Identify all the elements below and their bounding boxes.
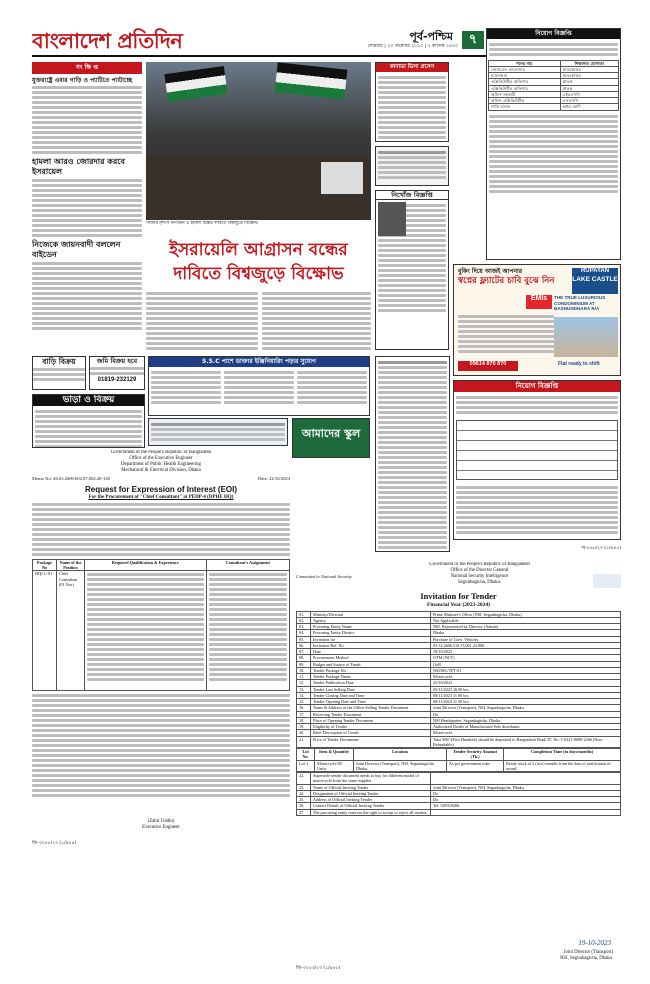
job-row-post: ম্যানেজার — [489, 73, 561, 79]
tender-title: Invitation for Tender — [420, 591, 497, 601]
lot-col-header: Location — [353, 749, 446, 761]
brief-news-title-1: যুক্তরাষ্ট্রে এবার গাড়ি ও প্যাটিতে প্যাটাচ্ছে — [32, 76, 133, 84]
lot-cell: Joint Director (Transport), NSI, Segunbagicha, Dhaka. — [353, 760, 446, 772]
tender-row — [297, 809, 621, 815]
tender-row-no: 23. — [297, 784, 311, 790]
eoi-gov: Government of the People's Republic of Bangladesh — [110, 450, 212, 455]
tender-row-label: Contact Details of Official Inviting Tender — [311, 803, 431, 809]
job-row-qual: অষ্টম শ্রেণি — [560, 104, 618, 110]
eoi-qualification-cell — [85, 571, 207, 691]
job-row-post: অফিস এক্সিকিউটিভ — [489, 98, 561, 104]
tender-row-value: Joint Director (Transport), NSI, Segunbagicha, Dhaka. — [431, 705, 621, 711]
tender-table-2 — [296, 772, 621, 816]
tender-row-value: Dhaka — [431, 630, 621, 636]
eoi-signatory: (Zahir Uddin) — [147, 819, 175, 825]
rent-classified-title: ভাড়া ও বিক্রয় — [33, 395, 144, 406]
tender-row-no: 02. — [297, 617, 311, 623]
tender-row-value: NSI Headquarter, Segunbagicha, Dhaka. — [431, 717, 621, 723]
rupayan-project: LAKE CASTLE — [572, 275, 618, 283]
eoi-date: Date: 22/10/2023 — [257, 475, 290, 481]
eoi-table — [32, 559, 290, 692]
tender-row-value — [431, 773, 621, 785]
job-notice-1 — [486, 28, 621, 260]
tender-row-value: Taka 500/-(Five Hundred) should be deposited to Bangladesh Bank TC No. 1-0221-0000-2366 (Non-Refundable) — [431, 736, 621, 748]
tender-gov: Government of the People's Republic of Bangladesh — [429, 562, 530, 567]
tender-notice — [296, 562, 621, 974]
palestine-flag-2 — [275, 62, 348, 99]
ssc-ad-2 — [148, 418, 288, 446]
tender-sign-office: NSI, Segunbagicha, Dhaka. — [559, 956, 613, 962]
tender-row-no: 22. — [297, 773, 311, 785]
tender-row-value: 08/11/2023 11.00 hrs. — [431, 692, 621, 698]
eoi-ref: জি-৩০৫৮/২৩ (১/৯৪৪) — [32, 841, 77, 847]
lot-cell: Ready stock of 2 (two) months from the date of notification of award. — [504, 760, 621, 772]
tender-row-label: Agency — [311, 617, 431, 623]
missing-notice — [375, 190, 449, 350]
tender-row-label: Date — [311, 649, 431, 655]
tender-row-label: Address of Official Inviting Tender — [311, 797, 431, 803]
tender-row-no: 20. — [297, 730, 311, 736]
tender-row-no: 21. — [297, 736, 311, 748]
tender-row-no: 19. — [297, 724, 311, 730]
palestine-flag-1 — [164, 66, 227, 102]
land-sale-title: জমি বিক্রয় হবে — [96, 357, 138, 365]
tender-row-value: Joint Director (Transport), NSI, Segunbagicha, Dhaka. — [431, 784, 621, 790]
tender-office: Office of the Director General — [450, 567, 509, 573]
tender-row-label: Name of Official Inviting Tender — [311, 784, 431, 790]
tender-row-label: The procuring entity reserves the right to accept or reject all tenders. — [311, 809, 431, 815]
rupayan-features — [458, 313, 554, 359]
lot-col-header: Completion Time (in days/months) — [504, 749, 621, 761]
col-qual: শিক্ষাগত যোগ্যতা — [560, 60, 618, 66]
tender-lot-table — [296, 748, 621, 772]
tender-row-no: 14. — [297, 692, 311, 698]
tender-row-no: 09. — [297, 661, 311, 667]
land-sale-ad — [89, 356, 145, 390]
eoi-assignment-cell — [206, 571, 290, 691]
eoi-subtitle: For the Procurement of "Chief Consultant" at PEDP-4 (DPHE HQ) — [88, 494, 234, 500]
job-notice-2-title: নিয়োগ বিজ্ঞপ্তি — [454, 381, 620, 392]
tender-row-no: 06. — [297, 642, 311, 648]
tender-row-no: 04. — [297, 630, 311, 636]
missing-person-photo — [378, 202, 406, 236]
tender-row-label: Procurement Method — [311, 655, 431, 661]
tender-row-no: 17. — [297, 711, 311, 717]
eoi-title: Request for Expression of Interest (EOI) — [84, 484, 238, 494]
tender-row-label: Receiving Tender Document — [311, 711, 431, 717]
article-col-2 — [262, 290, 371, 352]
protest-photo — [146, 62, 371, 220]
small-notice-column — [375, 356, 450, 552]
eoi-office: Office of the Executive Engineer — [129, 455, 193, 461]
job-row-qual: স্নাতক — [560, 85, 618, 91]
eoi-col-assignment: Consultant's Assignment — [206, 559, 290, 571]
school-ad — [292, 418, 370, 458]
tender-row-no: 03. — [297, 624, 311, 630]
article-col-1 — [146, 290, 258, 352]
eoi-col-package: Package No — [33, 559, 57, 571]
eoi-col-position: Name of the Position — [57, 559, 85, 571]
tender-row-label: Tender Package No. — [311, 667, 431, 673]
tender-row — [297, 773, 621, 785]
tender-row-no: 15. — [297, 699, 311, 705]
tender-row-value: NSI/MC/TPT-01 — [431, 667, 621, 673]
tender-row-no: 27. — [297, 809, 311, 815]
tender-row-label: Brief Description of Goods — [311, 730, 431, 736]
tender-row-label: Procuring Entity Name — [311, 624, 431, 630]
job-row-post: জেনারেল ম্যানেজার — [489, 66, 561, 72]
rupayan-brand: RUPAYAN — [580, 268, 610, 274]
headline-line-2: দাবিতে বিশ্বজুড়ে বিক্ষোভ — [173, 264, 344, 284]
tender-row-value — [431, 809, 621, 815]
eoi-division: Mechanical & Electrical Division, Dhaka — [121, 467, 201, 473]
tender-row-label: Eligibility of Tender — [311, 724, 431, 730]
tender-row-no: 05. — [297, 636, 311, 642]
tender-row-no: 12. — [297, 680, 311, 686]
brief-news-title-3: নিজেকে জায়নবাদী বললেন বাইডেন — [32, 240, 121, 259]
col-post: পদের নাম — [489, 60, 561, 66]
section-name: পূর্ব-পশ্চিম — [409, 30, 453, 43]
rupayan-phone: 09614 870 870 — [458, 361, 518, 371]
land-sale-phone: 01819-232129 — [97, 377, 137, 384]
tender-city: Segunbagicha, Dhaka. — [457, 579, 501, 585]
visa-ad-title: কানাডা ভিসা প্রসেস — [376, 63, 448, 72]
tender-row-value: 23/10/2023 — [431, 680, 621, 686]
job-row-qual: এসএসসি — [560, 98, 618, 104]
tender-row-label: Budget and Source of Funds — [311, 661, 431, 667]
tender-fy: Financial Year (2023-2024) — [427, 601, 490, 608]
tender-row-label: Procuring Entity District — [311, 630, 431, 636]
tender-row-value: OTM (NCT) — [431, 655, 621, 661]
tender-row-no: 16. — [297, 705, 311, 711]
photo-caption: গাজায় নৃশংস নিপীড়ন ও হামলা বন্ধের দাবিতে বিশ্বজুড়ে বিক্ষোভ — [146, 221, 258, 226]
tender-row-label: Ministry/Division — [311, 611, 431, 617]
rupayan-building-image — [554, 317, 618, 357]
tender-row-no: 07. — [297, 649, 311, 655]
job-notice-2 — [453, 380, 621, 540]
lot-col-header: Tender Security Amount (Tk.) — [446, 749, 503, 761]
tender-row-value: Prime Minister's Office (NSI, Segunbagicha, Dhaka). — [431, 611, 621, 617]
ssc-admission-title: S.S.C পাশে ডাক্তার ইঞ্জিনিয়ারিং পড়ার সুযোগ — [149, 357, 369, 367]
tender-row-label: Name & Address of the Office Selling Tender Document — [311, 705, 431, 711]
tender-row-no: 18. — [297, 717, 311, 723]
tender-row-label: Supersede tender document needs to buy for different model of motorcycle from the same supplier. — [311, 773, 431, 785]
rupayan-main-line: স্বপ্নের ফ্ল্যাটের চাবি বুঝে নিন — [458, 276, 555, 286]
date-line: সোমবার | ২৩ অক্টোবর ২০২৩ | ৭ কার্তিক ১৪৩০ — [367, 44, 458, 49]
tender-row-value: GoB — [431, 661, 621, 667]
lot-col-header: Lot No. — [297, 749, 315, 761]
tender-row-value: Authorized Dealer of Manufacturer/Sole distributor. — [431, 724, 621, 730]
lot-cell: Lot-1 — [297, 760, 315, 772]
eoi-memo: Memo No: 46.03.2600.002.07.002.20-138 — [32, 475, 110, 481]
rupayan-logo — [572, 268, 618, 294]
tender-ref: জি-৩০৫৩/২৩ (১/৯৪৮) — [296, 966, 341, 972]
tender-sign-date: 19-10-2023 — [578, 939, 611, 948]
eoi-package: HQCC-01 — [33, 571, 57, 691]
header-rule — [32, 55, 487, 57]
tender-row-label: Place of Opening Tender Document — [311, 717, 431, 723]
tender-row-no: 26. — [297, 803, 311, 809]
tender-row-label: Tender Last Selling Date — [311, 686, 431, 692]
eoi-notice — [32, 450, 290, 974]
tender-sign-title: Joint Director (Transport) — [563, 950, 613, 956]
tender-row-value: 03.12.2666.510.33.001.23.886 — [431, 642, 621, 648]
job-table — [488, 60, 619, 111]
job-row-post: এক্সিকিউটিভ অফিসার — [489, 85, 561, 91]
job-row-qual: স্নাতক — [560, 79, 618, 85]
tender-row-no: 24. — [297, 790, 311, 796]
rupayan-subtitle: THE TRUE LUXURIOUS CONDOMINIUM AT BASHUNDHARA R/A — [554, 295, 606, 312]
tender-row-value: Motorcycle — [431, 730, 621, 736]
tender-row-value: Do — [431, 711, 621, 717]
house-sale-title: বাড়ি বিক্রয় — [42, 357, 76, 366]
rupayan-ad — [453, 264, 621, 376]
tender-emblem — [593, 574, 621, 588]
job-notice-title: নিয়োগ বিজ্ঞপ্তি — [487, 29, 620, 39]
lot-col-header: Item & Quantity — [315, 749, 354, 761]
tender-row-value: Tel: 029319268 — [431, 803, 621, 809]
eoi-col-qualification: Required Qualification & Experience — [85, 559, 207, 571]
visa-ad — [375, 62, 449, 142]
tender-motto: Committed to National Security — [296, 574, 352, 579]
tender-row-label: Invitation Ref. No. — [311, 642, 431, 648]
tender-row-no: 25. — [297, 797, 311, 803]
tender-row-label: Tender Publication Date — [311, 680, 431, 686]
tender-row-value: 05/11/2023 16.00 hrs. — [431, 686, 621, 692]
rupayan-top-line: বুকিং দিয়ে আজই আপনার — [458, 268, 523, 275]
job-row-post: অফিস সহকারী — [489, 91, 561, 97]
visa-ad-2 — [375, 146, 449, 186]
tender-row-no: 11. — [297, 674, 311, 680]
eoi-sign-title: Executive Engineer — [142, 825, 180, 831]
tender-table — [296, 611, 621, 749]
lot-cell: As per government rules — [446, 760, 503, 772]
eoi-dept: Department of Public Health Engineering — [121, 461, 201, 467]
tender-agency: National Security Intelligence — [450, 573, 509, 579]
tender-row — [297, 736, 621, 748]
missing-notice-title: নিখোঁজ বিজ্ঞপ্তি — [376, 191, 448, 200]
tender-row-value: NSI, Represented by Director (Admin) — [431, 624, 621, 630]
brief-news-column — [32, 62, 142, 352]
brief-news-tag: সং ক্ষি প্ত — [32, 62, 142, 74]
tender-row-label: Tender Closing Date and Time — [311, 692, 431, 698]
rent-classified — [32, 394, 145, 448]
ssc-admission-ad — [148, 356, 370, 416]
brief-news-title-2: হামলা আরও জোরদার করবে ইসরায়েল — [32, 157, 125, 176]
ad-ref-code: বি-৮৬৮/২৩ (১/৯৪৫) — [581, 546, 621, 551]
tender-row-no: 01. — [297, 611, 311, 617]
tender-row-value: Do — [431, 790, 621, 796]
tender-row-label: Tender Opening Date and Time — [311, 699, 431, 705]
tender-row-label: Invitation for — [311, 636, 431, 642]
tender-row-value: Do — [431, 797, 621, 803]
tender-row-no: 10. — [297, 667, 311, 673]
masthead-logo-text: বাংলাদেশ প্রতিদিন — [32, 28, 183, 53]
job-row-qual: এইচএসসি — [560, 91, 618, 97]
tender-row-value: Motorcycle — [431, 674, 621, 680]
job-row-qual: স্নাতকোত্তর — [560, 66, 618, 72]
house-sale-ad — [32, 356, 86, 390]
job-notice-2-table — [456, 420, 618, 480]
tender-row-no: 13. — [297, 686, 311, 692]
job-row-post: গাড়ি চালক — [489, 104, 561, 110]
tender-row-label: Tender Package Name — [311, 674, 431, 680]
masthead-logo — [32, 28, 220, 54]
main-headline — [146, 238, 371, 288]
placard — [321, 162, 363, 194]
rupayan-footer: Flat ready to shift — [558, 361, 600, 367]
job-row-qual: স্নাতকোত্তর — [560, 73, 618, 79]
page-number: ৭ — [462, 31, 484, 49]
tender-row-value: 19/10/2023 — [431, 649, 621, 655]
tender-row-label: Designation of Official Inviting Tender — [311, 790, 431, 796]
tender-row-label: Price of Tender Documents — [311, 736, 431, 748]
eoi-position: Chief Consultant (01 Nos) — [57, 571, 85, 691]
tender-row-value: Purchase of Govt. Vehicles. — [431, 636, 621, 642]
lot-cell: Motorcycle 80 Units — [315, 760, 354, 772]
headline-line-1: ইসরায়েলি আগ্রাসন বন্ধের — [169, 240, 348, 260]
emi-badge: EMIs — [526, 295, 552, 309]
school-name: আমাদের স্কুল — [301, 427, 361, 440]
tender-row-value: Not Applicable — [431, 617, 621, 623]
tender-row-value: 08/11/2023 11.30 hrs. — [431, 699, 621, 705]
job-row-post: এক্সিকিউটিভ অফিসার — [489, 79, 561, 85]
tender-row-no: 08. — [297, 655, 311, 661]
